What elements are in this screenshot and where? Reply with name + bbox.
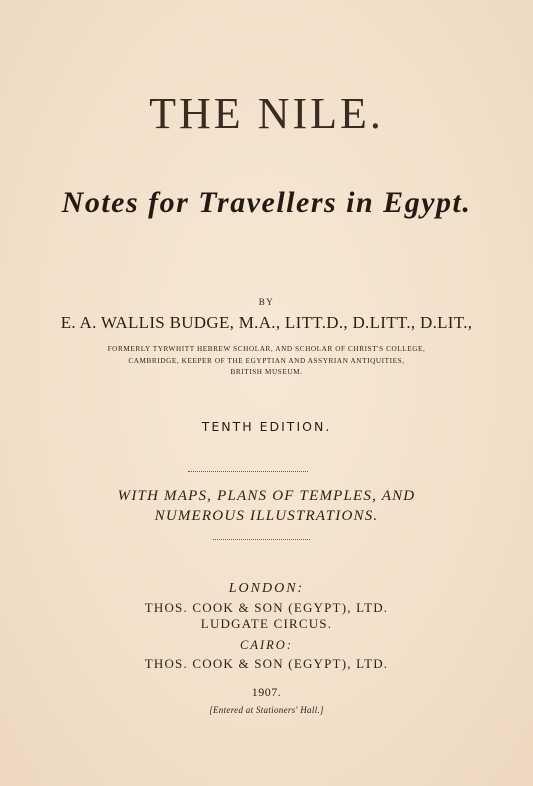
stationers-hall-note: [Entered at Stationers' Hall.] xyxy=(209,705,324,715)
imprint-city-cairo: CAIRO: xyxy=(240,638,293,652)
imprint-city-london: LONDON: xyxy=(228,581,305,596)
imprint-publisher-cairo: THOS. COOK & SON (EGYPT), LTD. xyxy=(144,656,389,671)
credentials-line: BRITISH MUSEUM. xyxy=(230,368,303,376)
illustrations-line: WITH MAPS, PLANS OF TEMPLES, AND xyxy=(117,488,416,504)
imprint-address: LUDGATE CIRCUS. xyxy=(200,616,333,631)
divider-bottom xyxy=(213,539,310,540)
edition: TENTH EDITION. xyxy=(201,419,332,434)
illustrations-note xyxy=(0,486,533,526)
publication-year: 1907. xyxy=(251,685,282,699)
illustrations-line: NUMEROUS ILLUSTRATIONS. xyxy=(154,508,379,524)
credentials-line: FORMERLY TYRWHITT HEBREW SCHOLAR, AND SCHOLAR OF CHRIST'S COLLEGE, xyxy=(107,345,426,353)
author-credentials xyxy=(0,344,533,379)
divider-top xyxy=(188,471,308,472)
book-subtitle: Notes for Travellers in Egypt. xyxy=(61,186,472,219)
author-name: E. A. WALLIS BUDGE, M.A., LITT.D., D.LITT., D.LIT., xyxy=(60,313,473,332)
credentials-line: CAMBRIDGE, KEEPER OF THE EGYPTIAN AND ASSYRIAN ANTIQUITIES, xyxy=(128,356,405,365)
imprint-publisher-london: THOS. COOK & SON (EGYPT), LTD. xyxy=(144,600,389,615)
byline-by: BY xyxy=(258,297,275,307)
book-title: THE NILE. xyxy=(149,89,384,138)
